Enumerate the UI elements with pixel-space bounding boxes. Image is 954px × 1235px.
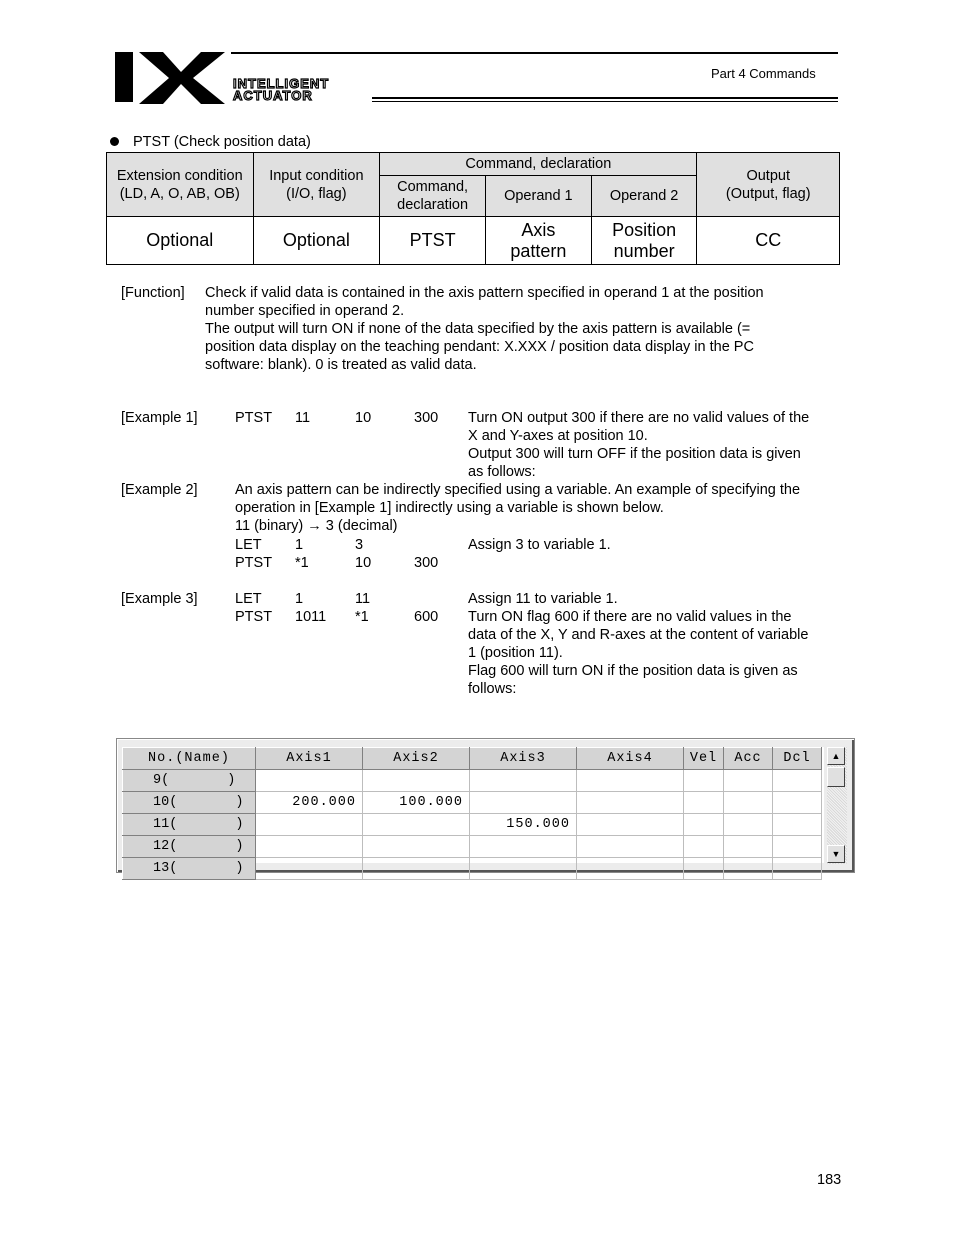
header-dcl[interactable]: Dcl (773, 748, 822, 770)
cell-command: PTST (380, 217, 486, 265)
example1-out: 300 (414, 410, 439, 426)
cell-axis4[interactable] (577, 858, 684, 880)
col-command: Command, declaration (380, 176, 486, 217)
cell-dcl[interactable] (773, 814, 822, 836)
row-number[interactable]: 12( ) (123, 836, 256, 858)
cell-acc[interactable] (724, 814, 773, 836)
example2-l1-desc: Assign 3 to variable 1. (468, 537, 611, 553)
scroll-thumb[interactable] (827, 767, 845, 787)
table-row (123, 858, 822, 880)
cell-acc[interactable] (724, 858, 773, 880)
example2-l2-op2: 10 (355, 555, 372, 571)
logo-wordmark: INTELLIGENT ACTUATOR (233, 76, 330, 103)
example1-cmd: PTST (235, 410, 273, 426)
cell-axis4[interactable] (577, 770, 684, 792)
cell-axis3[interactable] (470, 858, 577, 880)
example1-label: [Example 1] (121, 410, 198, 426)
cell-axis4[interactable] (577, 792, 684, 814)
example2-l1-cmd: LET (235, 537, 262, 553)
section-label: Part 4 Commands (711, 66, 816, 81)
col-extension-condition: Extension condition (LD, A, O, AB, OB) (107, 153, 254, 217)
example2-l2-out: 300 (414, 555, 439, 571)
example3-desc: Turn ON flag 600 if there are no valid values in the data of the X, Y and R-axes at the content of variable 1 (position 11). Flag 600 will turn ON if the position data is given as follows: (468, 609, 809, 697)
cell-axis2[interactable] (363, 836, 470, 858)
cell-acc[interactable] (724, 836, 773, 858)
cell-axis1[interactable] (256, 858, 363, 880)
table-row (123, 792, 822, 814)
grid-header-row (123, 748, 822, 770)
header-vel[interactable]: Vel (684, 748, 724, 770)
cell-axis3[interactable] (470, 770, 577, 792)
row-number[interactable]: 11( ) (123, 814, 256, 836)
command-heading: PTST (Check position data) (133, 134, 311, 150)
example3-l2-out: 600 (414, 609, 439, 625)
col-operand1: Operand 1 (486, 176, 592, 217)
cell-axis1[interactable] (256, 814, 363, 836)
example3-label: [Example 3] (121, 591, 198, 607)
header-axis3[interactable]: Axis3 (470, 748, 577, 770)
cell-axis2[interactable]: 100.000 (363, 792, 470, 814)
cell-axis2[interactable] (363, 858, 470, 880)
cell-axis3[interactable] (470, 836, 577, 858)
example2-l2-cmd: PTST (235, 555, 273, 571)
example3-l2-cmd: PTST (235, 609, 273, 625)
example3-l2-op1: 1011 (295, 609, 327, 625)
cell-vel[interactable] (684, 770, 724, 792)
table-row (123, 836, 822, 858)
row-number[interactable]: 10( ) (123, 792, 256, 814)
example1-op2: 10 (355, 410, 372, 426)
example2-l1-op2: 3 (355, 537, 364, 553)
vertical-scrollbar[interactable] (827, 747, 847, 864)
position-data-grid (122, 747, 824, 876)
page-number: 183 (817, 1172, 842, 1188)
cell-extension: Optional (107, 217, 254, 265)
position-data-window (116, 738, 855, 876)
table-row (123, 770, 822, 792)
function-label: [Function] (121, 285, 185, 301)
example1-op1: 11 (295, 410, 311, 426)
table-row (123, 814, 822, 836)
example3-l1-op1: 1 (295, 591, 304, 607)
scroll-down-button[interactable] (827, 845, 845, 863)
row-number[interactable]: 13( ) (123, 858, 256, 880)
header-rule-bottom (372, 97, 838, 99)
cell-vel[interactable] (684, 836, 724, 858)
cell-input: Optional (253, 217, 380, 265)
cell-dcl[interactable] (773, 858, 822, 880)
col-output: Output (Output, flag) (697, 153, 840, 217)
cell-vel[interactable] (684, 814, 724, 836)
cell-axis1[interactable]: 200.000 (256, 792, 363, 814)
cell-vel[interactable] (684, 858, 724, 880)
header-no-name[interactable]: No.(Name) (123, 748, 256, 770)
cell-acc[interactable] (724, 792, 773, 814)
header-axis2[interactable]: Axis2 (363, 748, 470, 770)
cell-operand2: Position number (591, 217, 697, 265)
cell-axis4[interactable] (577, 836, 684, 858)
cell-axis1[interactable] (256, 770, 363, 792)
example2-l1-op1: 1 (295, 537, 304, 553)
command-table (106, 152, 840, 265)
cell-axis2[interactable] (363, 814, 470, 836)
header-rule-bottom-thin (372, 101, 838, 102)
header-axis1[interactable]: Axis1 (256, 748, 363, 770)
example2-label: [Example 2] (121, 482, 198, 498)
example1-desc: Turn ON output 300 if there are no valid values of the X and Y-axes at position 10. Output 300 will turn OFF if the position data is given as follows: (468, 410, 810, 480)
cell-axis3[interactable]: 150.000 (470, 814, 577, 836)
header-rule-top (231, 52, 838, 54)
example3-l1-desc: Assign 11 to variable 1. (468, 591, 618, 607)
cell-axis2[interactable] (363, 770, 470, 792)
header-axis4[interactable]: Axis4 (577, 748, 684, 770)
row-number[interactable]: 9( ) (123, 770, 256, 792)
function-text: Check if valid data is contained in the axis pattern specified in operand 1 at the position number specified in operand 2. The output will turn ON if none of the data specified by the axis pattern is available (= position data display on the teaching pendant: X.XXX / position data display in the PC software: blank). 0 is treated as valid data. (205, 285, 764, 373)
cell-acc[interactable] (724, 770, 773, 792)
triangle-up-icon: ▲ (831, 751, 841, 761)
scroll-up-button[interactable] (827, 747, 845, 765)
header-acc[interactable]: Acc (724, 748, 773, 770)
col-operand2: Operand 2 (591, 176, 697, 217)
cell-axis4[interactable] (577, 814, 684, 836)
cell-dcl[interactable] (773, 770, 822, 792)
example3-l2-op2: *1 (355, 609, 369, 625)
example3-l1-cmd: LET (235, 591, 262, 607)
example2-l2-op1: *1 (295, 555, 309, 571)
cell-vel[interactable] (684, 792, 724, 814)
col-command-group: Command, declaration (380, 153, 697, 176)
cell-dcl[interactable] (773, 792, 822, 814)
cell-axis1[interactable] (256, 836, 363, 858)
col-input-condition: Input condition (I/O, flag) (253, 153, 380, 217)
ix-logo-icon (115, 52, 227, 104)
cell-axis3[interactable] (470, 792, 577, 814)
example2-text: An axis pattern can be indirectly specified using a variable. An example of specifying the operation in [Example 1] indirectly using a variable is shown below. 11 (binary) → 3 (decimal) (235, 482, 801, 534)
example3-l1-op2: 11 (355, 591, 371, 607)
bullet-icon (110, 137, 119, 146)
cell-dcl[interactable] (773, 836, 822, 858)
triangle-down-icon: ▼ (831, 849, 841, 859)
cell-output: CC (697, 217, 840, 265)
cell-operand1: Axis pattern (486, 217, 592, 265)
